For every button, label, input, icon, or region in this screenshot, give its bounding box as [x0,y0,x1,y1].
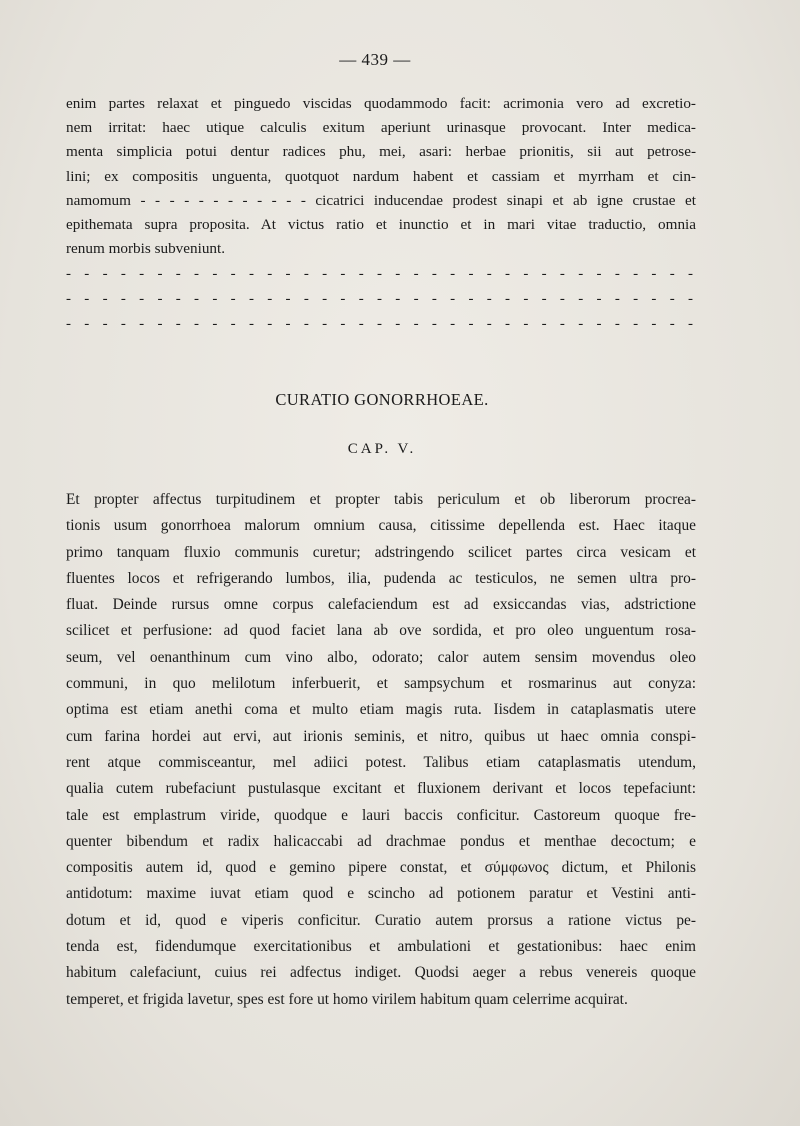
text-line: quenter bibendum et radix halicaccabi ad drachmae pondus et menthae decoctum; e [66,832,696,850]
text-line: fluat. Deinde rursus omne corpus calefaciendum est ad exsiccandas vias, adstrictione [66,596,696,614]
text-line: dotum et id, quod e viperis conficitur. Curatio autem prorsus a ratione victus pe- [66,911,696,929]
text-line: fluentes locos et refrigerando lumbos, ilia, pudenda ac testiculos, ne semen ultra pro- [66,569,696,587]
text-line: renum morbis subveniunt. [66,240,226,258]
text-line: qualia cutem rubefaciunt pustulasque excitant et fluxionem derivant et locos tepefaciunt: [66,780,696,798]
paragraph-gonorrhoea [66,487,696,1013]
section-heading: CURATIO GONORRHOEAE. [275,390,489,409]
chapter-label: CAP. V. [347,441,417,457]
text-line: lini; ex compositis unguenta, quotquot nardum habent et cassiam et myrrham et cin- [66,167,696,185]
text-line: primo tanquam fluxio communis curetur; adstringendo scilicet partes circa vesicam et [66,543,696,561]
text-line: epithemata supra proposita. At victus ratio et inunctio et in mari vitae traductio, omnia [66,215,696,233]
text-line: habitum calefaciunt, cuius rei adfectus indiget. Quodsi aeger a rebus venereis quoque [66,964,696,982]
text-line: namomum - - - - - - - - - - - - cicatrici inducendae prodest sinapi et ab igne crustae et [66,191,696,209]
text-line: cum farina hordei aut ervi, aut irionis seminis, et nitro, quibus ut haec omnia conspi- [66,727,696,745]
text-line: tenda est, fidendumque exercitationibus et ambulationi et gestationibus: haec enim [66,938,696,956]
text-line: antidotum: maxime iuvat etiam quod e scincho ad potionem paratur et Vestini anti- [66,885,696,903]
text-line: tale est emplastrum viride, quodque e lauri baccis conficitur. Castoreum quoque fre- [66,806,696,824]
text-line: enim partes relaxat et pinguedo viscidas quodammodo facit: acrimonia vero ad excretio- [66,95,696,112]
text-line: rent atque commisceantur, mel adiici potest. Talibus etiam cataplasmatis utendum, [66,753,696,771]
text-line: Et propter affectus turpitudinem et propter tabis periculum et ob liberorum procrea- [66,491,696,508]
text-line: seum, vel oenanthinum cum vino albo, odorato; calor autem sensim movendus oleo [66,648,696,666]
text-line: nem irritat: haec utique calculis exitum aperiunt urinasque provocant. Inter medica- [66,119,696,137]
text-line: compositis autem id, quod e gemino pipere constat, et σύμφωνος dictum, et Philonis [66,859,696,877]
lacuna-line: - - - - - - - - - - - - - - - - - - - - - - - - - - - - - - - - - - - [66,316,696,332]
text-line: tionis usum gonorrhoea malorum omnium causa, citissime depellenda est. Haec itaque [66,517,696,535]
text-line: optima est etiam anethi coma et multo etiam magis ruta. Iisdem in cataplasmatis utere [66,701,696,719]
lacuna-line: - - - - - - - - - - - - - - - - - - - - - - - - - - - - - - - - - - - [66,291,696,307]
page-number: — 439 — [339,50,411,69]
text-line: temperet, et frigida lavetur, spes est fore ut homo virilem habitum quam celerrime acquirat. [66,990,628,1008]
text-line: scilicet et perfusione: ad quod faciet lana ab ove sordida, et pro oleo unguentum rosa- [66,622,696,640]
paragraph-continuation [66,92,696,261]
text-line: communi, in quo melilotum inferbuerit, et sampsychum et rosmarinus aut conyza: [66,675,696,693]
text-line: menta simplicia potui dentur radices phu, mei, asari: herbae prionitis, sii aut petrose- [66,143,696,161]
lacuna-line: - - - - - - - - - - - - - - - - - - - - - - - - - - - - - - - - - - - [66,266,696,282]
